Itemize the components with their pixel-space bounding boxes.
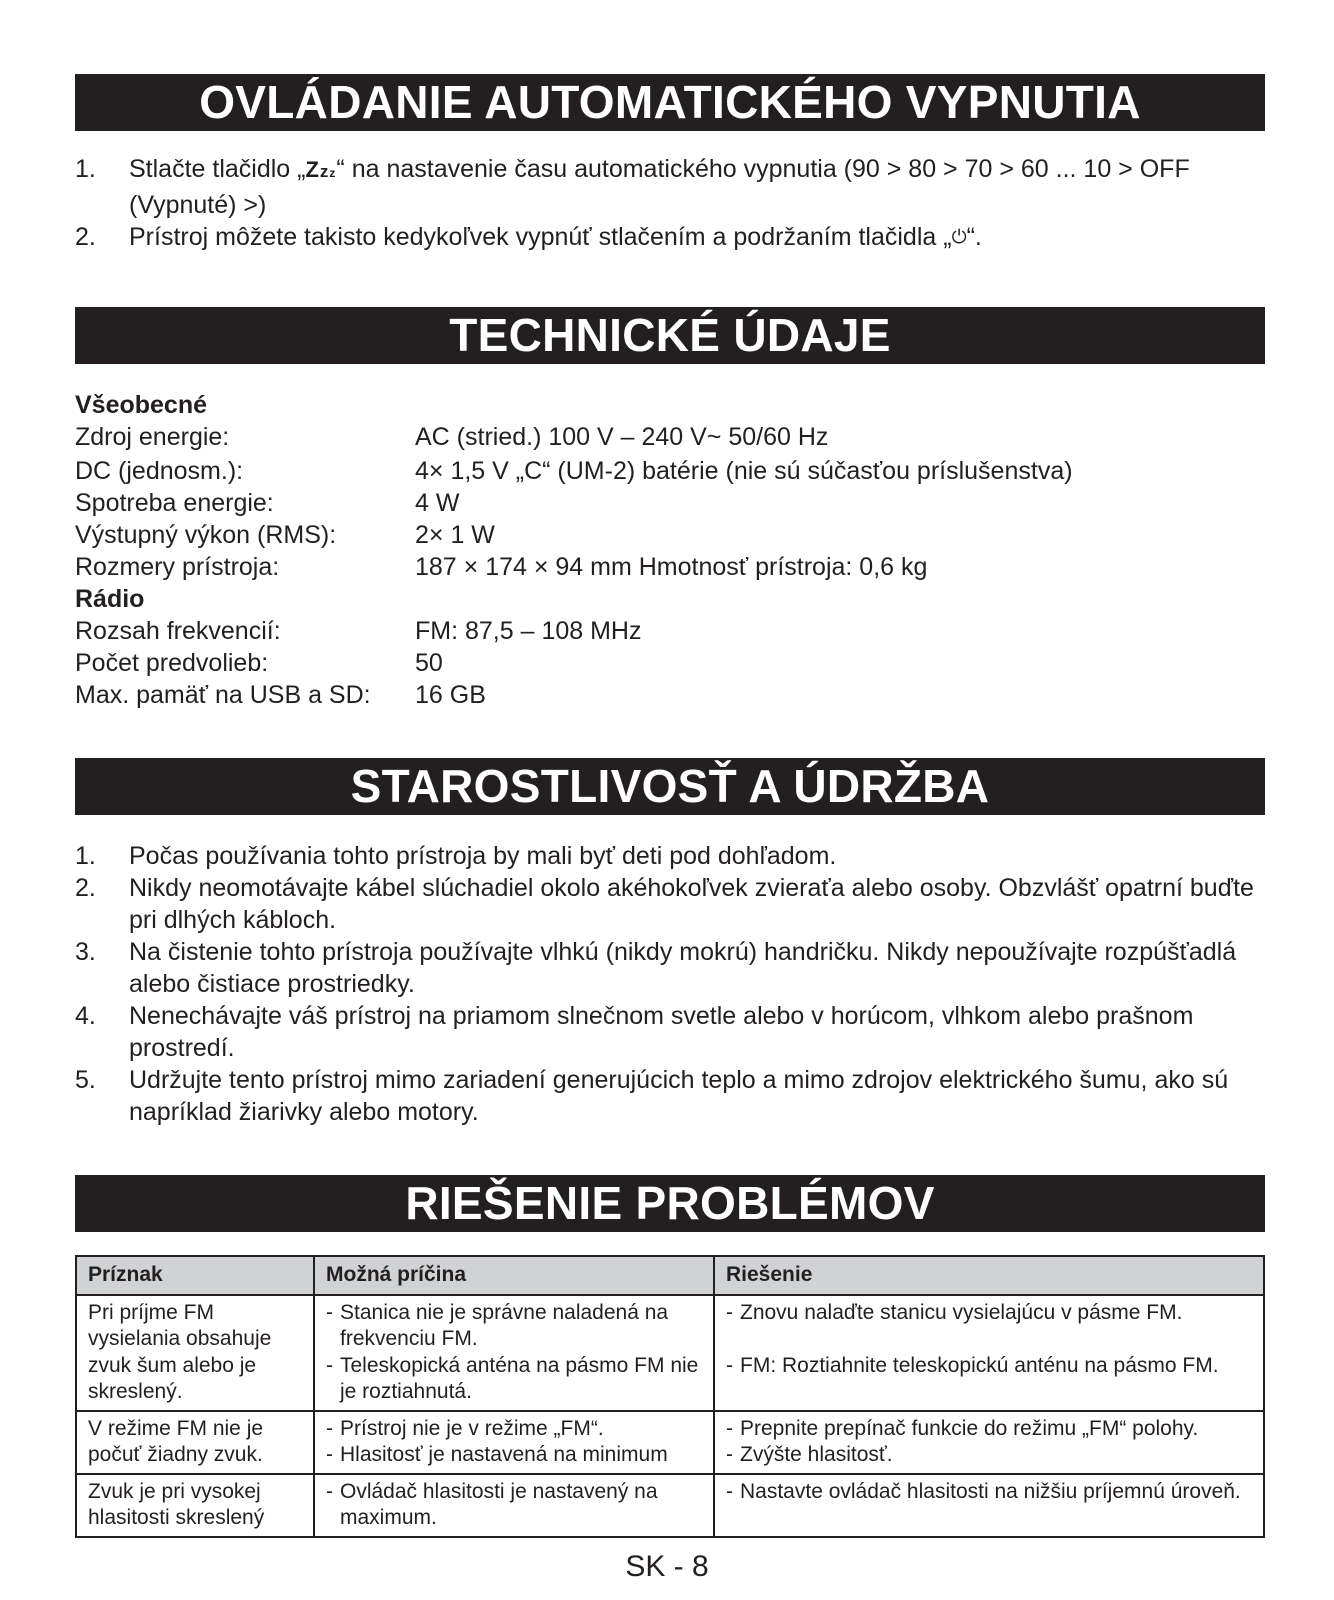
spec-row <box>75 519 1265 551</box>
step-number: 2. <box>75 223 96 251</box>
column-header: Možná príčina <box>314 1256 714 1295</box>
step-number: 2. <box>75 874 96 902</box>
sleep-zzz-icon: Zzz <box>305 157 337 182</box>
step-number: 4. <box>75 1002 96 1030</box>
spec-value: 4× 1,5 V „C“ (UM-2) batérie (nie sú súčasťou príslušenstva) <box>415 457 1073 485</box>
spec-row <box>75 551 1265 583</box>
step-text: Nikdy neomotávajte kábel slúchadiel okolo akéhokoľvek zvieraťa alebo osoby. Obzvlášť opatrní buďte pri dlhých kábloch. <box>129 874 1254 934</box>
list-item <box>75 936 1265 1000</box>
spec-row <box>75 615 1265 647</box>
spec-label: Výstupný výkon (RMS): <box>75 521 337 549</box>
troubleshooting-heading: RIEŠENIE PROBLÉMOV <box>75 1175 1265 1232</box>
column-header: Riešenie <box>714 1256 1264 1295</box>
step-text: Udržujte tento prístroj mimo zariadení generujúcich teplo a mimo zdrojov elektrického šumu, ako sú napríklad žiarivky alebo motory. <box>129 1066 1229 1126</box>
table-row <box>76 1474 1264 1537</box>
solution-item: - Prepnite prepínač funkcie do režimu „FM“ polohy. <box>726 1416 1199 1440</box>
list-item <box>75 1000 1265 1064</box>
tech-specs <box>75 389 1265 711</box>
table-header-row <box>76 1256 1264 1295</box>
step-text: Na čistenie tohto prístroja používajte vlhkú (nikdy mokrú) handričku. Nikdy nepoužívajte rozpúšťadlá alebo čistiace prostriedky. <box>129 938 1237 998</box>
solution-cell <box>714 1411 1264 1474</box>
symptom-cell: Pri príjme FM vysielania obsahuje zvuk šum alebo je skreslený. <box>76 1295 314 1411</box>
spec-label: DC (jednosm.): <box>75 457 244 485</box>
solution-item: - Znovu nalaďte stanicu vysielajúcu v pásme FM. <box>726 1300 1183 1324</box>
care-heading: STAROSTLIVOSŤ A ÚDRŽBA <box>75 758 1265 815</box>
list-item <box>75 153 1265 221</box>
spec-row <box>75 679 1265 711</box>
troubleshooting-table <box>75 1255 1265 1538</box>
spec-label: Max. pamäť na USB a SD: <box>75 681 371 709</box>
solution-item: - FM: Roztiahnite teleskopickú anténu na pásmo FM. <box>726 1353 1219 1377</box>
cause-item: - Stanica nie je správne naladená na frekvenciu FM. <box>326 1300 669 1350</box>
spec-group-title: Rádio <box>75 585 145 613</box>
cause-item: - Teleskopická anténa na pásmo FM nie je roztiahnutá. <box>326 1353 699 1403</box>
step-number: 3. <box>75 938 96 966</box>
cause-item: - Ovládač hlasitosti je nastavený na maximum. <box>326 1479 658 1529</box>
care-steps <box>75 840 1265 1128</box>
auto-off-steps <box>75 153 1265 256</box>
cause-item: - Hlasitosť je nastavená na minimum <box>326 1443 668 1466</box>
step-number: 1. <box>75 842 96 870</box>
solution-cell <box>714 1474 1264 1537</box>
tech-specs-heading: TECHNICKÉ ÚDAJE <box>75 307 1265 364</box>
spec-label: Počet predvolieb: <box>75 649 269 677</box>
spec-value: 187 × 174 × 94 mm Hmotnosť prístroja: 0,6 kg <box>415 553 928 581</box>
spec-value: FM: 87,5 – 108 MHz <box>415 617 642 645</box>
spec-row <box>75 455 1265 487</box>
spec-label: Spotreba energie: <box>75 489 274 517</box>
step-number: 1. <box>75 155 96 183</box>
spec-label: Zdroj energie: <box>75 423 230 451</box>
spec-value: 16 GB <box>415 681 486 709</box>
cause-cell <box>314 1411 714 1474</box>
cause-cell <box>314 1295 714 1411</box>
solution-item: - Zvýšte hlasitosť. <box>726 1443 893 1466</box>
list-item <box>75 221 1265 256</box>
spec-value: AC (stried.) 100 V – 240 V~ 50/60 Hz <box>415 423 829 451</box>
spec-value: 50 <box>415 649 443 677</box>
spec-value: 4 W <box>415 489 460 517</box>
manual-page <box>75 74 1265 1538</box>
list-item <box>75 1064 1265 1128</box>
solution-cell <box>714 1295 1264 1411</box>
spec-row <box>75 487 1265 519</box>
solution-item: - Nastavte ovládač hlasitosti na nižšiu príjemnú úroveň. <box>726 1479 1241 1503</box>
spec-row <box>75 421 1265 453</box>
list-item <box>75 840 1265 872</box>
auto-off-heading: OVLÁDANIE AUTOMATICKÉHO VYPNUTIA <box>75 74 1265 131</box>
step-text: Nenechávajte váš prístroj na priamom slnečnom svetle alebo v horúcom, vlhkom alebo prašnom prostredí. <box>129 1002 1194 1062</box>
spec-label: Rozsah frekvencií: <box>75 617 281 645</box>
list-item <box>75 872 1265 936</box>
spec-value: 2× 1 W <box>415 521 495 549</box>
cause-cell <box>314 1474 714 1537</box>
cause-item: - Prístroj nie je v režime „FM“. <box>326 1416 604 1440</box>
table-row <box>76 1411 1264 1474</box>
column-header: Príznak <box>76 1256 314 1295</box>
symptom-cell: Zvuk je pri vysokej hlasitosti skreslený <box>76 1474 314 1537</box>
power-icon: ⏻ <box>951 227 967 248</box>
step-number: 5. <box>75 1066 96 1094</box>
spec-group-title: Všeobecné <box>75 391 208 419</box>
spec-label: Rozmery prístroja: <box>75 553 280 581</box>
step-text: Počas používania tohto prístroja by mali byť deti pod dohľadom. <box>129 842 837 870</box>
symptom-cell: V režime FM nie je počuť žiadny zvuk. <box>76 1411 314 1474</box>
step-text: Prístroj môžete takisto kedykoľvek vypnúť stlačením a podržaním tlačidla „⏻“. <box>129 223 982 251</box>
page-number: SK - 8 <box>625 1550 709 1583</box>
step-text: Stlačte tlačidlo „Zzz“ na nastavenie času automatického vypnutia (90 > 80 > 70 > 60 ... 10 > OFF (Vypnuté) >) <box>129 155 1190 219</box>
table-row <box>76 1295 1264 1411</box>
spec-row <box>75 647 1265 679</box>
